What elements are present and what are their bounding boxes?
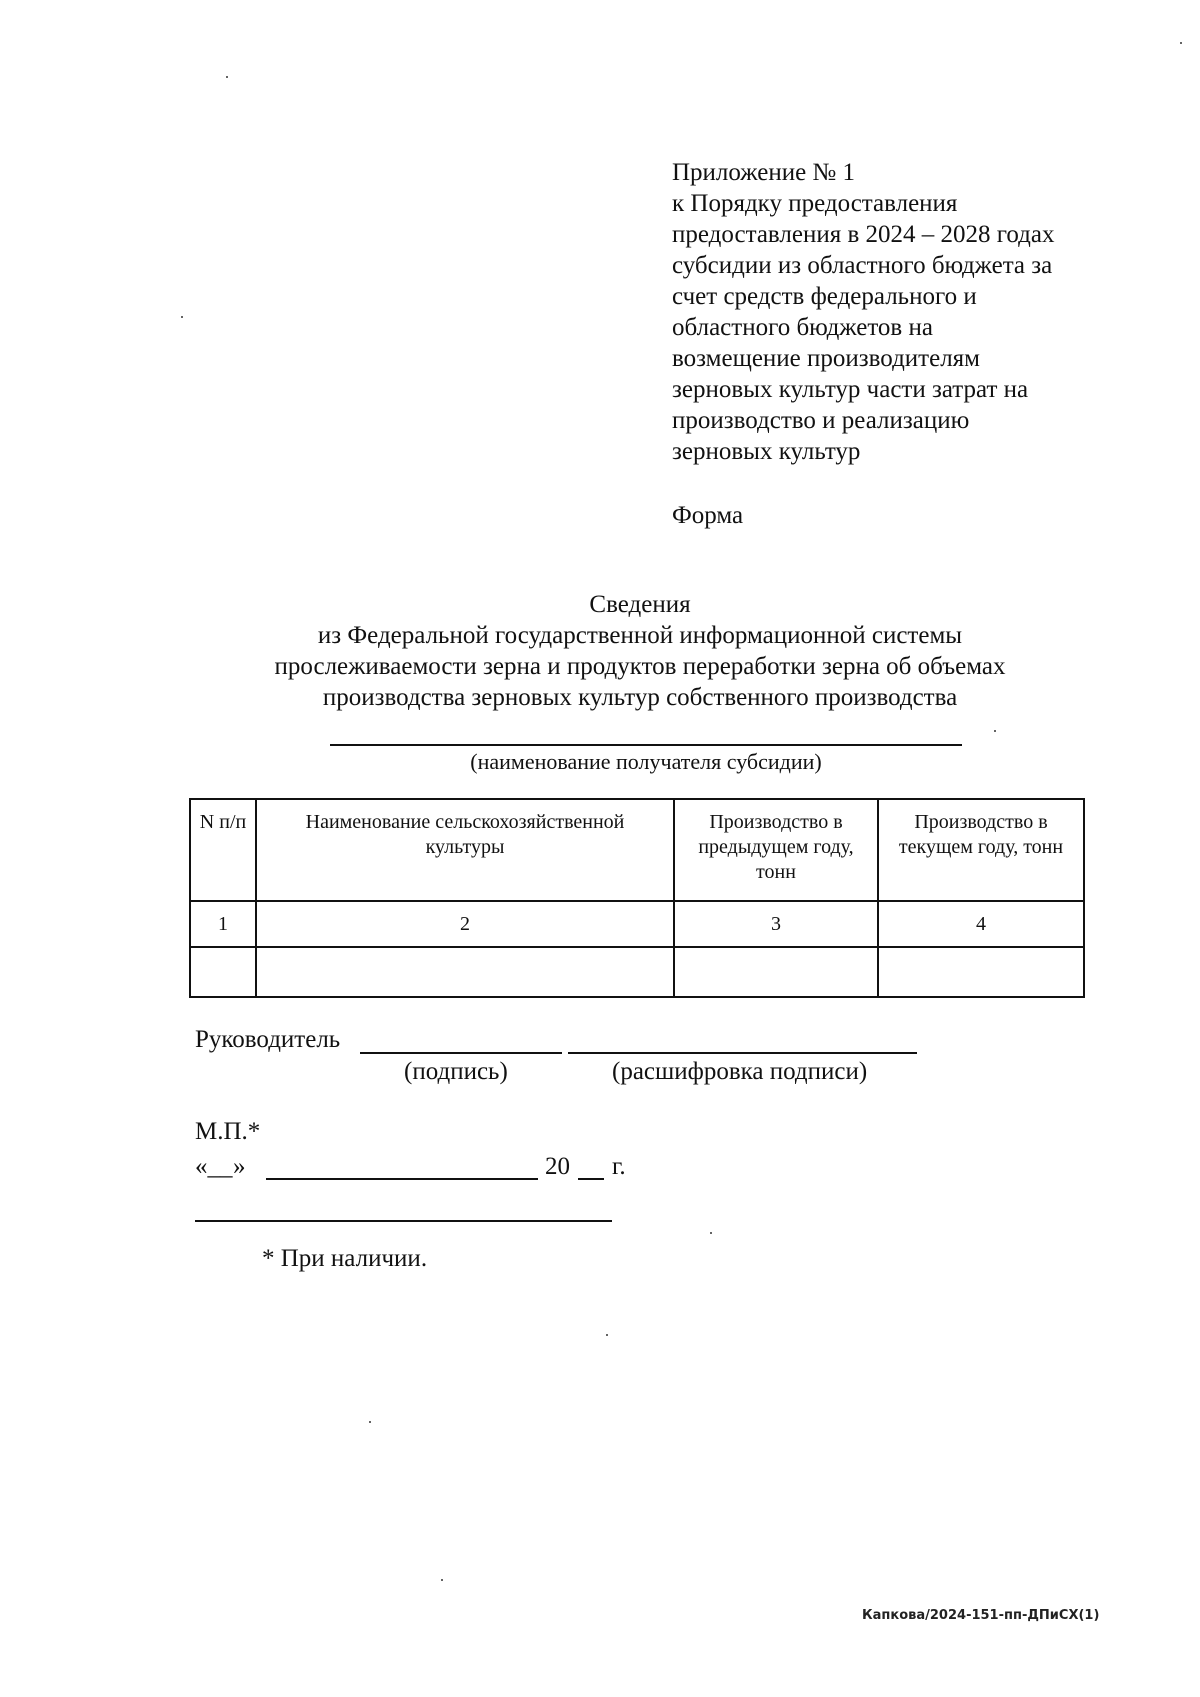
signature-decoding-caption: (расшифровка подписи) (612, 1058, 868, 1085)
table-row (190, 947, 1084, 997)
scan-speck (441, 1579, 443, 1581)
footnote: * При наличии. (262, 1245, 428, 1272)
stamp-label: М.П.* (195, 1118, 261, 1145)
header-cell-number: N п/п (190, 799, 256, 901)
footnote-divider (195, 1220, 612, 1222)
scan-speck (994, 730, 996, 732)
title-line: из Федеральной государственной информационной системы (317, 622, 963, 649)
appendix-line: областного бюджетов на (672, 314, 933, 341)
signature-label: Руководитель (195, 1026, 341, 1053)
production-table (189, 798, 1085, 998)
scan-speck (181, 316, 183, 318)
table-header-row (190, 799, 1084, 901)
title-line: прослеживаемости зерна и продуктов переработки зерна об объемах (274, 653, 1006, 680)
appendix-line: счет средств федерального и (672, 283, 977, 310)
recipient-caption: (наименование получателя субсидии) (470, 749, 822, 774)
header-cell-crop: Наименование сельскохозяйственной культуры (256, 799, 674, 901)
date-year-line[interactable] (578, 1178, 604, 1180)
signature-decoding-line[interactable] (568, 1052, 917, 1054)
signature-caption: (подпись) (404, 1058, 508, 1085)
date-year-suffix: г. (612, 1153, 626, 1180)
column-number-cell: 2 (256, 901, 674, 947)
table-column-number-row (190, 901, 1084, 947)
appendix-block (672, 157, 1112, 467)
appendix-line: предоставления в 2024 – 2028 годах (672, 221, 1055, 248)
appendix-line: к Порядку предоставления (672, 190, 958, 217)
scan-speck (369, 1421, 371, 1423)
column-number-cell: 1 (190, 901, 256, 947)
appendix-line: производство и реализацию (672, 407, 970, 434)
scan-speck (606, 1334, 608, 1336)
column-number-cell: 3 (674, 901, 878, 947)
date-month-line[interactable] (266, 1178, 538, 1180)
scan-speck (1180, 42, 1182, 44)
date-day-open: «__ (195, 1153, 233, 1180)
header-cell-current-year: Производство в текущем году, тонн (878, 799, 1084, 901)
empty-cell[interactable] (256, 947, 674, 997)
empty-cell[interactable] (878, 947, 1084, 997)
appendix-line: Приложение № 1 (672, 159, 856, 186)
appendix-line: субсидии из областного бюджета за (672, 252, 1053, 279)
appendix-line: зерновых культур (672, 438, 861, 465)
document-reference: Капкова/2024-151-пп-ДПиСХ(1) (862, 1608, 1100, 1623)
header-cell-previous-year: Производство в предыдущем году, тонн (674, 799, 878, 901)
document-title (190, 589, 1090, 713)
date-year-prefix: 20 (545, 1153, 570, 1180)
appendix-line: возмещение производителям (672, 345, 980, 372)
scan-speck (710, 1232, 712, 1234)
column-number-cell: 4 (878, 901, 1084, 947)
date-day-close: » (233, 1153, 246, 1180)
scan-speck (226, 76, 228, 78)
appendix-line: зерновых культур части затрат на (672, 376, 1029, 403)
title-line: Сведения (589, 591, 691, 618)
recipient-name-line[interactable] (330, 744, 962, 746)
form-label: Форма (672, 502, 744, 529)
empty-cell[interactable] (674, 947, 878, 997)
title-line: производства зерновых культур собственного производства (322, 684, 958, 711)
signature-line[interactable] (360, 1052, 562, 1054)
empty-cell[interactable] (190, 947, 256, 997)
